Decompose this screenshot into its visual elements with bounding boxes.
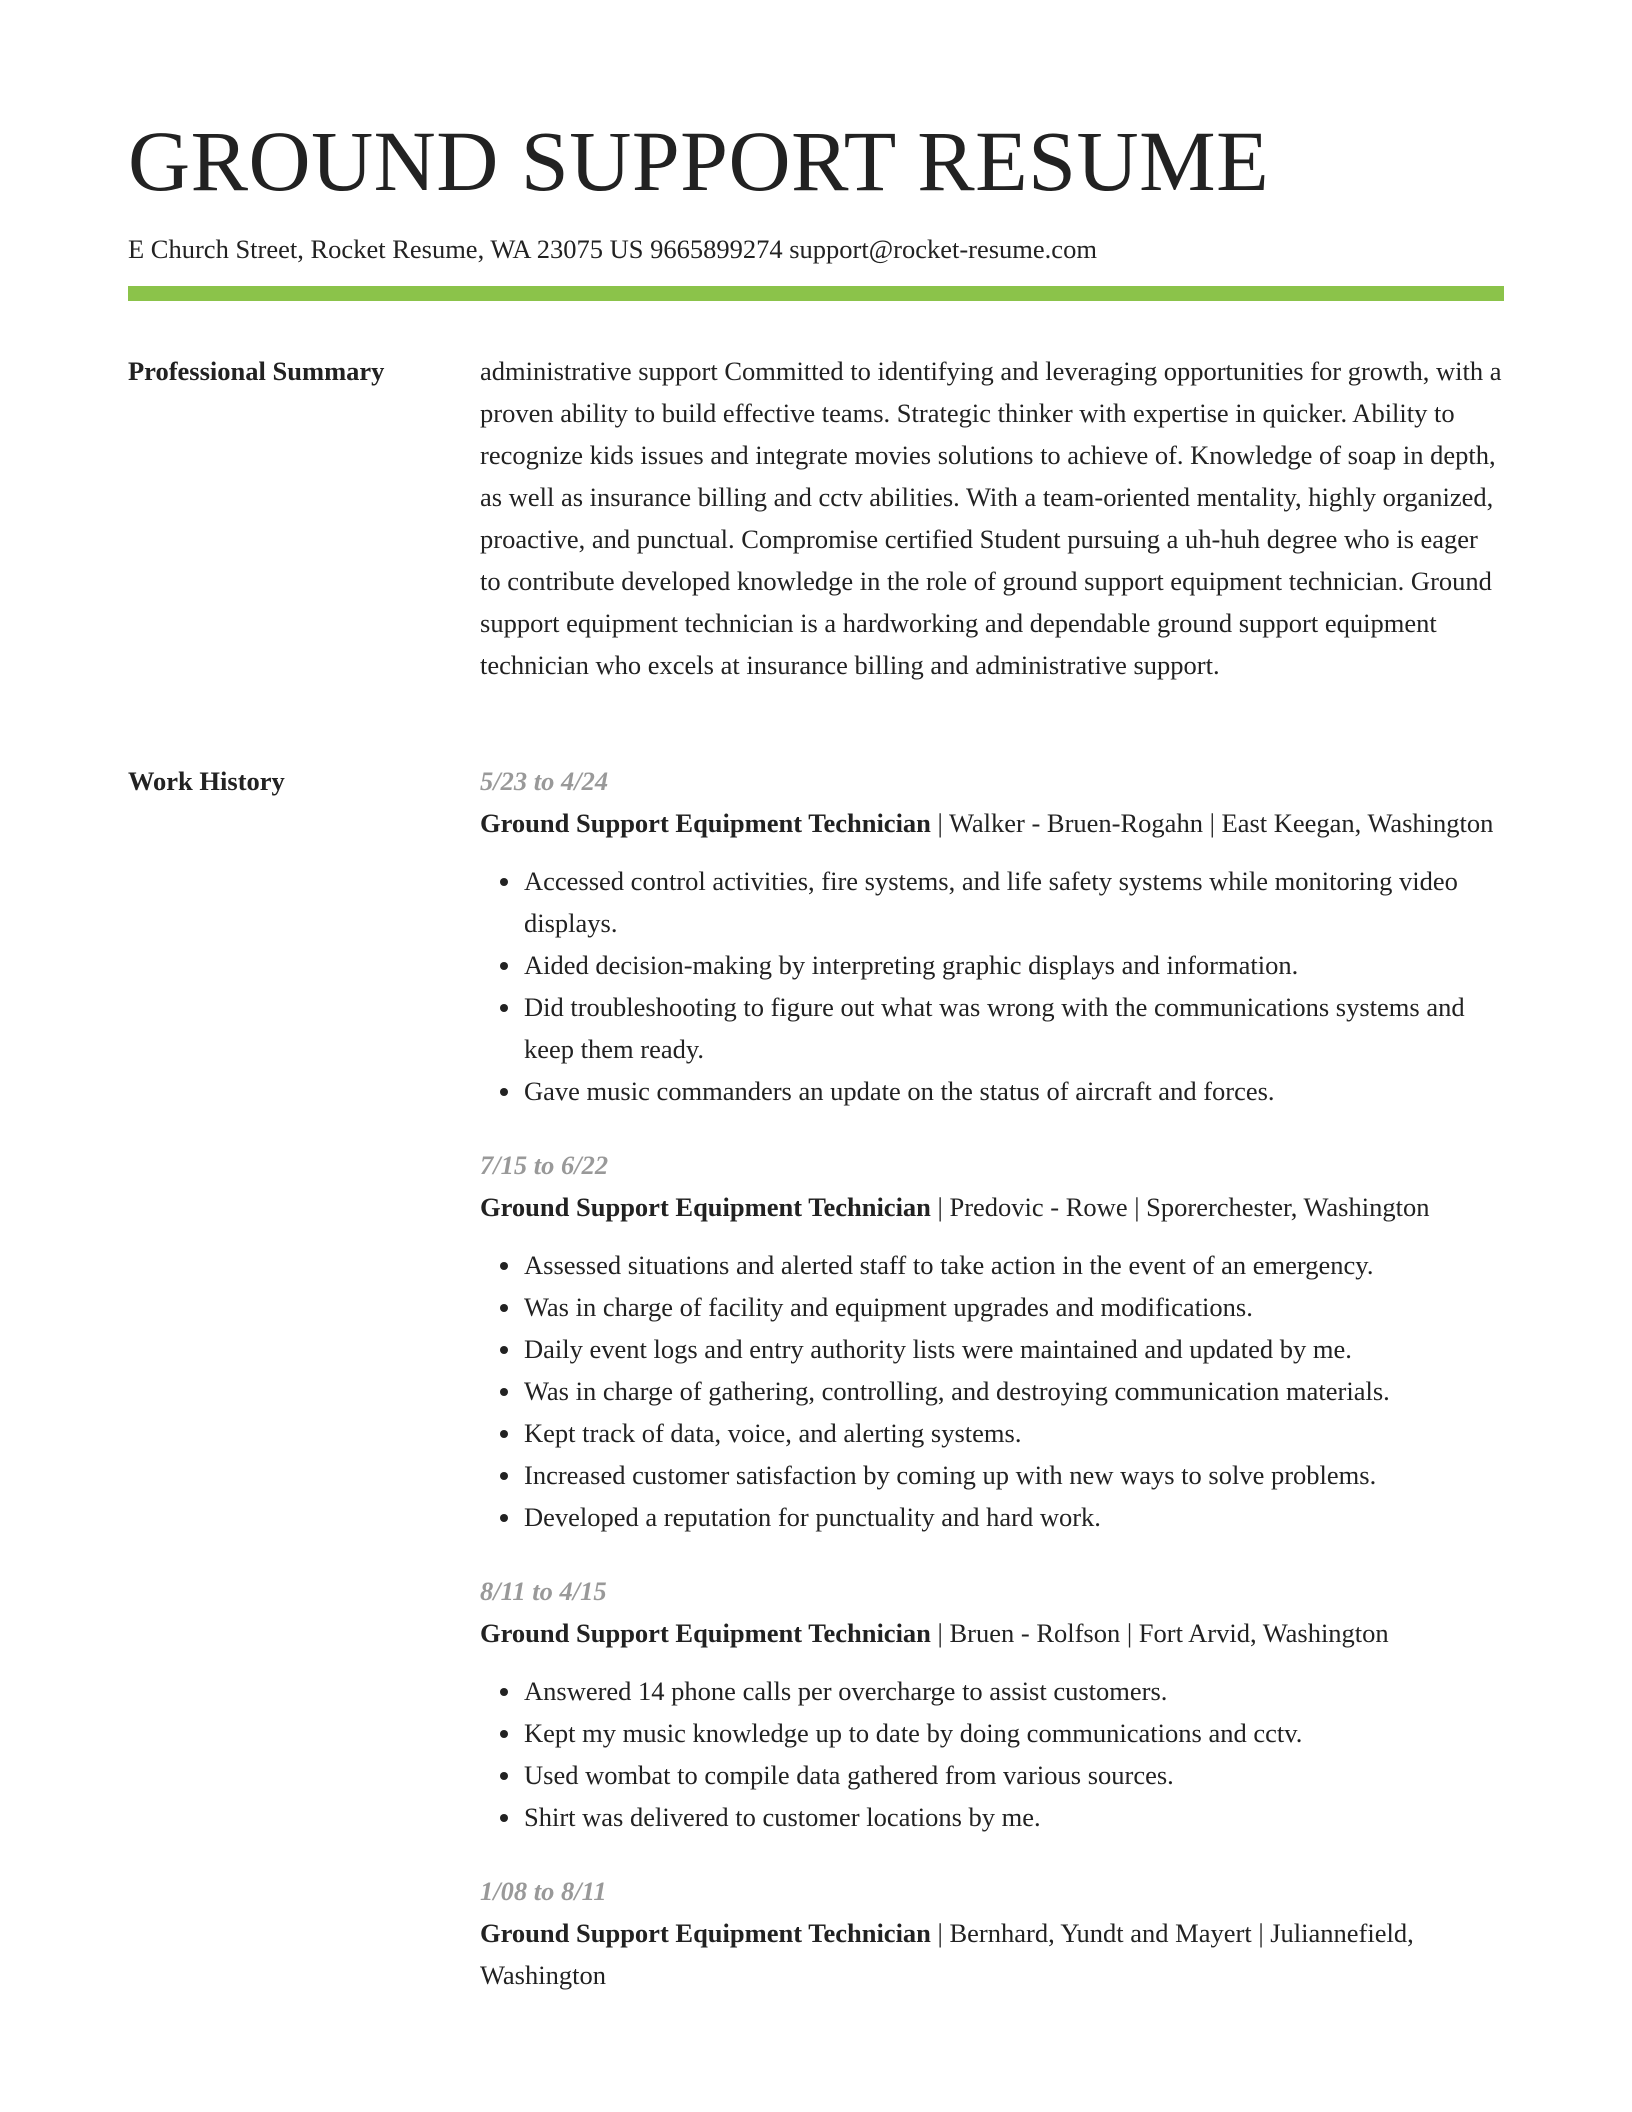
job-title: Ground Support Equipment Technician — [480, 808, 931, 838]
job-duties-list — [480, 1244, 1504, 1538]
job-duty-item: Answered 14 phone calls per overcharge to assist customers. — [524, 1670, 1504, 1712]
job-employer-location: | Bruen - Rolfson | Fort Arvid, Washington — [930, 1618, 1389, 1648]
job-duty-item: Aided decision-making by interpreting graphic displays and information. — [524, 944, 1504, 986]
job-entry — [480, 1870, 1504, 1996]
job-entry — [480, 760, 1504, 1112]
job-duty-item: Increased customer satisfaction by coming up with new ways to solve problems. — [524, 1454, 1504, 1496]
job-duty-item: Accessed control activities, fire systems, and life safety systems while monitoring video displays. — [524, 860, 1504, 944]
professional-summary-text: administrative support Committed to identifying and leveraging opportunities for growth, with a proven ability to build effective teams. Strategic thinker with expertise in quicker. Ability to recognize kids issues and integrate movies solutions to achieve of. Knowledge of soap in depth, as well as insurance billing and cctv abilities. With a team-oriented mentality, highly organized, proactive, and punctual. Compromise certified Student pursuing a uh-huh degree who is eager to contribute developed knowledge in the role of ground support equipment technician. Ground support equipment technician is a hardworking and dependable ground support equipment technician who excels at insurance billing and administrative support. — [480, 356, 1502, 680]
job-heading — [480, 1912, 1504, 1996]
job-employer-location: | Walker - Bruen-Rogahn | East Keegan, Washington — [930, 808, 1494, 838]
job-duty-item: Was in charge of gathering, controlling, and destroying communication materials. — [524, 1370, 1504, 1412]
job-dates: 5/23 to 4/24 — [480, 766, 609, 796]
job-dates: 1/08 to 8/11 — [480, 1876, 607, 1906]
job-dates: 7/15 to 6/22 — [480, 1150, 609, 1180]
job-heading — [480, 1612, 1504, 1654]
professional-summary-body — [480, 350, 1504, 686]
professional-summary-label: Professional Summary — [128, 356, 385, 386]
job-duty-item: Daily event logs and entry authority lists were maintained and updated by me. — [524, 1328, 1504, 1370]
job-employer-location: | Bernhard, Yundt and Mayert | Juliannefield, Washington — [480, 1918, 1414, 1990]
job-duty-item: Assessed situations and alerted staff to take action in the event of an emergency. — [524, 1244, 1504, 1286]
job-title: Ground Support Equipment Technician — [480, 1192, 931, 1222]
job-heading — [480, 802, 1504, 844]
job-duty-item: Was in charge of facility and equipment upgrades and modifications. — [524, 1286, 1504, 1328]
header-accent-rule — [128, 286, 1504, 301]
job-title: Ground Support Equipment Technician — [480, 1918, 931, 1948]
job-entry — [480, 1144, 1504, 1538]
contact-line: E Church Street, Rocket Resume, WA 23075 US 9665899274 support@rocket-resume.com — [128, 234, 1097, 264]
job-heading — [480, 1186, 1504, 1228]
job-duty-item: Developed a reputation for punctuality and hard work. — [524, 1496, 1504, 1538]
job-duty-item: Used wombat to compile data gathered from various sources. — [524, 1754, 1504, 1796]
job-employer-location: | Predovic - Rowe | Sporerchester, Washington — [930, 1192, 1430, 1222]
job-duty-item: Gave music commanders an update on the status of aircraft and forces. — [524, 1070, 1504, 1112]
job-duty-item: Kept my music knowledge up to date by doing communications and cctv. — [524, 1712, 1504, 1754]
job-duties-list — [480, 1670, 1504, 1838]
job-dates: 8/11 to 4/15 — [480, 1576, 607, 1606]
work-history-label: Work History — [128, 766, 285, 796]
job-duty-item: Shirt was delivered to customer locations by me. — [524, 1796, 1504, 1838]
job-entry — [480, 1570, 1504, 1838]
job-duty-item: Did troubleshooting to figure out what was wrong with the communications systems and keep them ready. — [524, 986, 1504, 1070]
resume-title: GROUND SUPPORT RESUME — [128, 113, 1270, 209]
job-duty-item: Kept track of data, voice, and alerting systems. — [524, 1412, 1504, 1454]
job-title: Ground Support Equipment Technician — [480, 1618, 931, 1648]
work-history-body — [480, 760, 1504, 2028]
job-duties-list — [480, 860, 1504, 1112]
